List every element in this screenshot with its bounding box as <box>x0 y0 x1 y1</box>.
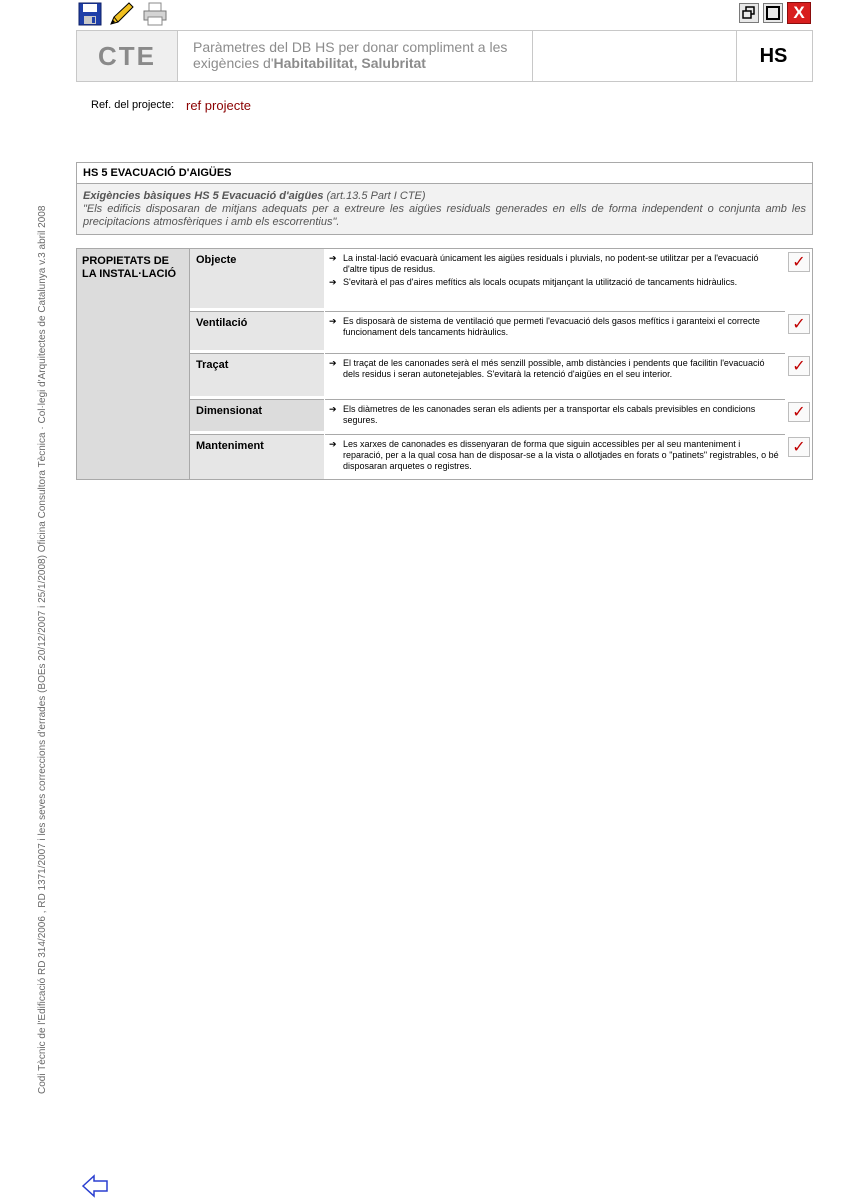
list-item: ➔ Les xarxes de canonades es dissenyaran de forma que siguin accessibles per al seu manteniment i reparació, per a la qual cosa han de disposar-se a la vista o allotjades en forats o "patinets" registrables, o bé disposaran arquetes o registres. <box>329 439 779 471</box>
ref-value-field[interactable]: ref projecte <box>186 98 252 113</box>
restore-icon[interactable] <box>739 3 759 23</box>
list-item: ➔ Es disposarà de sistema de ventilació que permeti l'evacuació dels gasos mefítics i garanteixi el correcte funcionament dels tancaments hidràulics. <box>329 316 760 337</box>
arrow-icon: ➔ <box>329 358 337 368</box>
arrow-icon: ➔ <box>329 277 337 287</box>
section-description <box>77 184 812 234</box>
section-title: HS 5 EVACUACIÓ D'AIGÜES <box>77 163 812 184</box>
section-code: HS <box>759 44 788 67</box>
title-line-2: exigències d' <box>193 55 274 71</box>
pencil-icon[interactable] <box>109 2 135 26</box>
properties-heading: PROPIETATS DE LA INSTAL·LACIÓ <box>77 249 190 479</box>
arrow-icon: ➔ <box>329 404 337 414</box>
row-label-manteniment: Manteniment <box>190 434 324 479</box>
table-row <box>190 353 812 396</box>
checkbox-ventilacio[interactable]: ✓ <box>788 314 810 334</box>
table-row <box>190 434 812 479</box>
list-item: ➔ La instal·lació evacuarà únicament les aigües residuals i pluvials, no podent-se utilitzar per a l'evacuació d'altre tipus de residus. <box>329 253 759 274</box>
cte-logo: CTE <box>77 31 178 81</box>
checkbox-tracat[interactable]: ✓ <box>788 356 810 376</box>
side-footer-text: Codi Tècnic de l'Edificació RD 314/2006 , RD 1371/2007 i les seves correccions d'errades (BOEs 20/12/2007 i 25/1/2008) Oficina Consultora Tècnica · Col·legi d'Arquitectes de Catalunya v.3 abril 2008 <box>37 205 48 1094</box>
arrow-icon: ➔ <box>329 253 337 263</box>
row-label-tracat: Traçat <box>190 353 324 396</box>
save-icon[interactable] <box>78 2 104 26</box>
row-text-manteniment <box>325 434 785 479</box>
row-text-ventilacio <box>325 311 785 350</box>
page-title <box>193 39 533 71</box>
close-icon[interactable]: X <box>787 2 811 24</box>
row-label-dimensionat: Dimensionat <box>190 399 324 431</box>
list-item: ➔ S'evitarà el pas d'aires mefítics als locals ocupats mitjançant la utilització de tancaments hidràulics. <box>329 277 738 287</box>
title-line-2-bold: Habitabilitat, Salubritat <box>273 55 426 71</box>
checkbox-manteniment[interactable]: ✓ <box>788 437 810 457</box>
properties-table <box>76 248 813 480</box>
title-line-1: Paràmetres del DB HS per donar compliment a les <box>193 39 508 55</box>
table-row <box>190 249 812 308</box>
row-label-objecte: Objecte <box>190 249 324 308</box>
back-arrow-icon[interactable] <box>81 1174 109 1198</box>
row-text-tracat <box>325 353 785 396</box>
row-text-objecte <box>325 249 785 308</box>
exigencies-ref: (art.13.5 Part I CTE) <box>323 190 426 202</box>
hs5-section <box>76 162 813 235</box>
table-row <box>190 399 812 431</box>
checkbox-dimensionat[interactable]: ✓ <box>788 402 810 422</box>
exigencies-title: Exigències bàsiques HS 5 Evacuació d'aigües <box>83 190 324 202</box>
list-item: ➔ Els diàmetres de les canonades seran els adients per a transportar els cabals previsibles en condicions segures. <box>329 404 756 425</box>
exigencies-quote: "Els edificis disposaran de mitjans adequats per a extreure les aigües residuals generades en ells de forma independent o conjunta amb les precipitacions atmosfèriques i amb els escorrentius". <box>83 203 806 228</box>
header-blank-cell <box>532 31 737 81</box>
row-label-ventilacio: Ventilació <box>190 311 324 350</box>
row-text-dimensionat <box>325 399 785 431</box>
arrow-icon: ➔ <box>329 316 337 326</box>
maximize-icon[interactable] <box>763 3 783 23</box>
checkbox-objecte[interactable]: ✓ <box>788 252 810 272</box>
arrow-icon: ➔ <box>329 439 337 449</box>
list-item: ➔ El traçat de les canonades serà el més senzill possible, amb distàncies i pendents que facilitin l'evacuació dels residus i seran autonetejables. S'evitarà la retenció d'aigües en el seu interior. <box>329 358 765 379</box>
printer-icon[interactable] <box>142 2 168 26</box>
ref-label: Ref. del projecte: <box>91 99 175 111</box>
table-row <box>190 311 812 350</box>
document-header <box>76 30 813 82</box>
